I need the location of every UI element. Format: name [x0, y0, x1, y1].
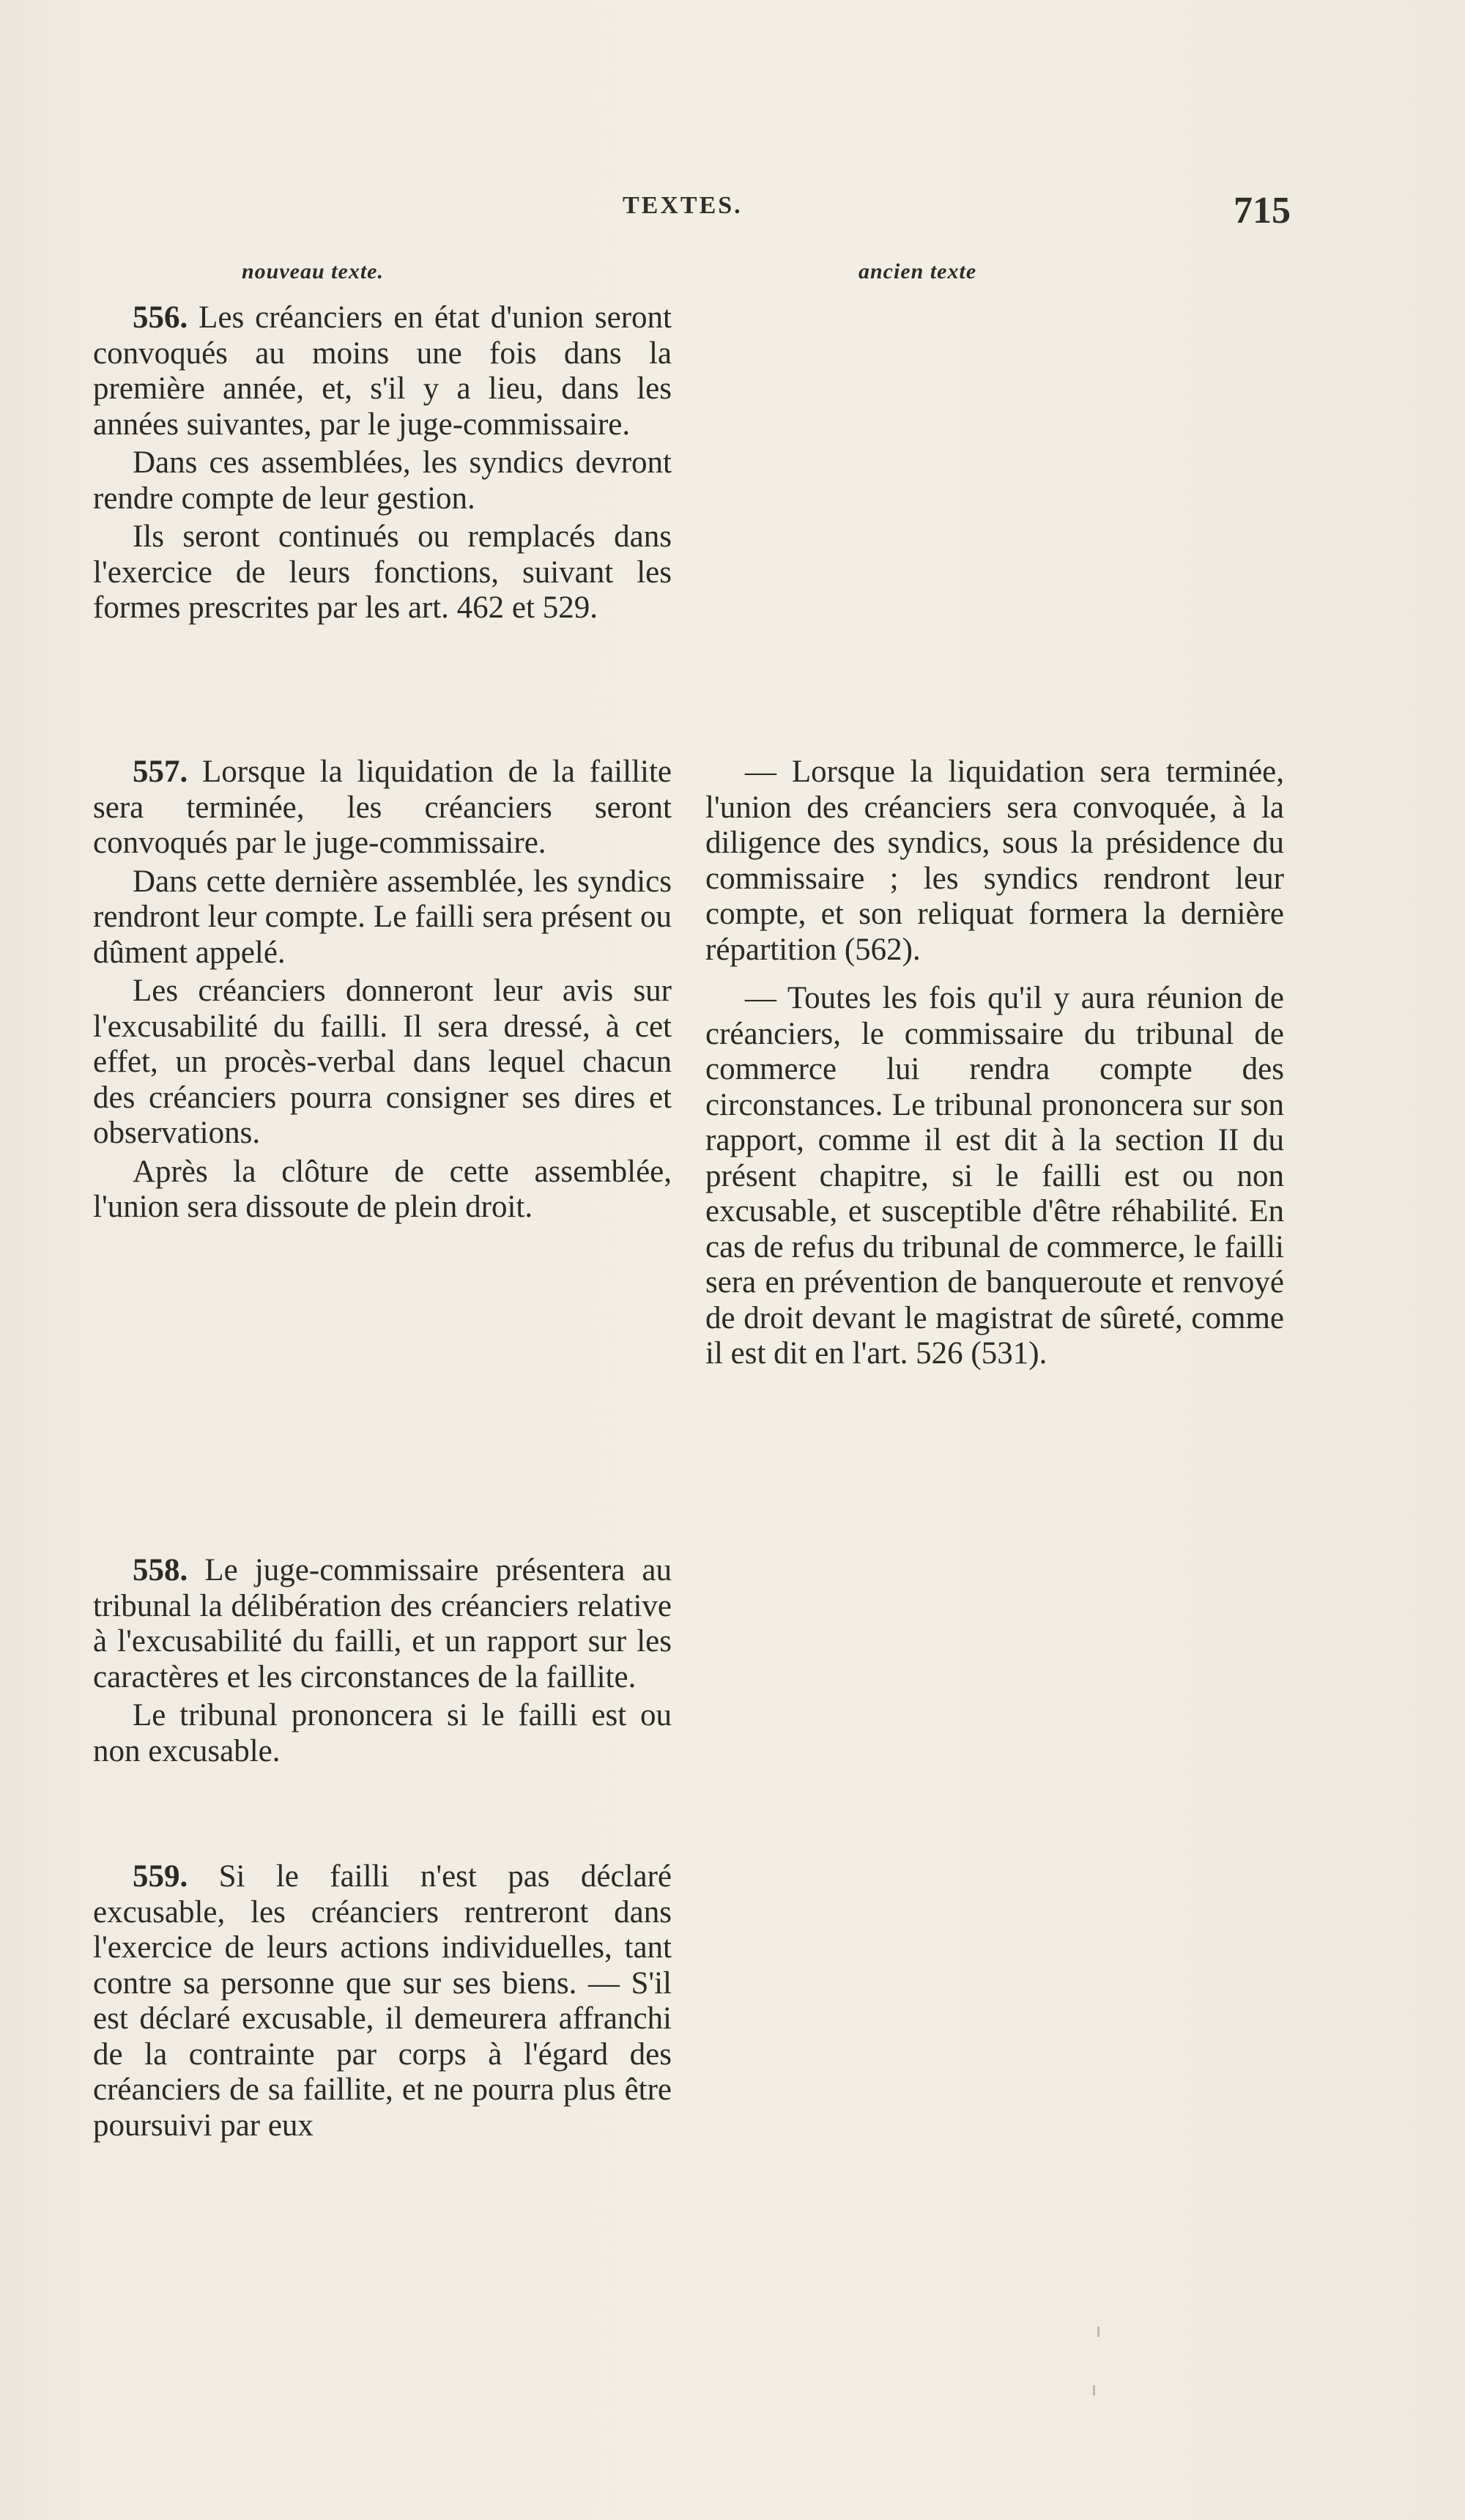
- article-556-para-2: Dans ces assemblées, les syndics devront rendre compte de leur gestion.: [93, 445, 672, 516]
- paragraph-text: Les créanciers en état d'union seront convoqués au moins une fois dans la première année, et, s'il y a lieu, dans les années suivantes, par le juge-commissaire.: [93, 300, 672, 442]
- ancien-texte-column: [705, 755, 1284, 1379]
- article-559-para-1: [93, 1859, 672, 2143]
- article-557-para-4: Après la clôture de cette assemblée, l'union sera dissoute de plein droit.: [93, 1154, 672, 1224]
- article-number: 556.: [133, 300, 188, 335]
- paragraph-text: Le juge-commissaire présentera au tribunal la délibération des créanciers relative à l'excusabilité du failli, et un rapport sur les caractères et les circonstances de la faillite.: [93, 1553, 672, 1694]
- article-number: 557.: [133, 755, 188, 789]
- paragraph-text: Si le failli n'est pas déclaré excusable, les créanciers rentreront dans l'exercice de leurs actions individuelles, tant contre sa personne que sur ses biens. — S'il est déclaré excusable, il demeurera affranchi de la contrainte par corps à l'égard des créanciers de sa faillite, et ne pourra plus être poursuivi par eux: [93, 1859, 672, 2143]
- article-556-para-3: Ils seront continués ou remplacés dans l'exercice de leurs fonctions, suivant les formes prescrites par les art. 462 et 529.: [93, 519, 672, 625]
- article-557-para-3: Les créanciers donneront leur avis sur l'excusabilité du failli. Il sera dressé, à cet effet, un procès-verbal dans lequel chacun des créanciers pourra consigner ses dires et observations.: [93, 974, 672, 1150]
- article-558-para-1: [93, 1553, 672, 1695]
- article-557: [93, 755, 672, 1228]
- paragraph-text: Lorsque la liquidation de la faillite sera terminée, les créanciers seront convoqués par le juge-commissaire.: [93, 755, 672, 860]
- print-speck: [1093, 2385, 1095, 2395]
- article-559: [93, 1859, 672, 2146]
- article-558-para-2: Le tribunal prononcera si le failli est ou non excusable.: [93, 1698, 672, 1768]
- article-number: 559.: [133, 1859, 188, 1894]
- article-557-para-2: Dans cette dernière assemblée, les syndics rendront leur compte. Le failli sera présent ou dûment appelé.: [93, 864, 672, 970]
- article-number: 558.: [133, 1553, 188, 1587]
- ancien-texte-para-2: — Toutes les fois qu'il y aura réunion de créanciers, le commissaire du tribunal de commerce lui rendra compte des circonstances. Le tribunal prononcera sur son rapport, comme il est dit à la section II du présent chapitre, si le failli est ou non excusable, et susceptible d'être réhabilité. En cas de refus du tribunal de commerce, le failli sera en prévention de banqueroute et renvoyé de droit devant le magistrat de sûreté, comme il est dit en l'art. 526 (531).: [705, 981, 1284, 1371]
- page-number: 715: [1234, 190, 1291, 231]
- ancien-texte-para-1: — Lorsque la liquidation sera terminée, l'union des créanciers sera convoquée, à la diligence des syndics, sous la présidence du commissaire ; les syndics rendront leur compte, et son reliquat formera la dernière répartition (562).: [705, 755, 1284, 967]
- article-558: [93, 1553, 672, 1772]
- running-header: TEXTES.: [623, 192, 743, 219]
- left-column-heading: nouveau texte.: [242, 259, 384, 284]
- article-557-para-1: [93, 755, 672, 861]
- article-556-para-1: [93, 300, 672, 442]
- right-column-heading: ancien texte: [858, 259, 977, 284]
- print-speck: [1097, 2327, 1099, 2337]
- article-556: [93, 300, 672, 629]
